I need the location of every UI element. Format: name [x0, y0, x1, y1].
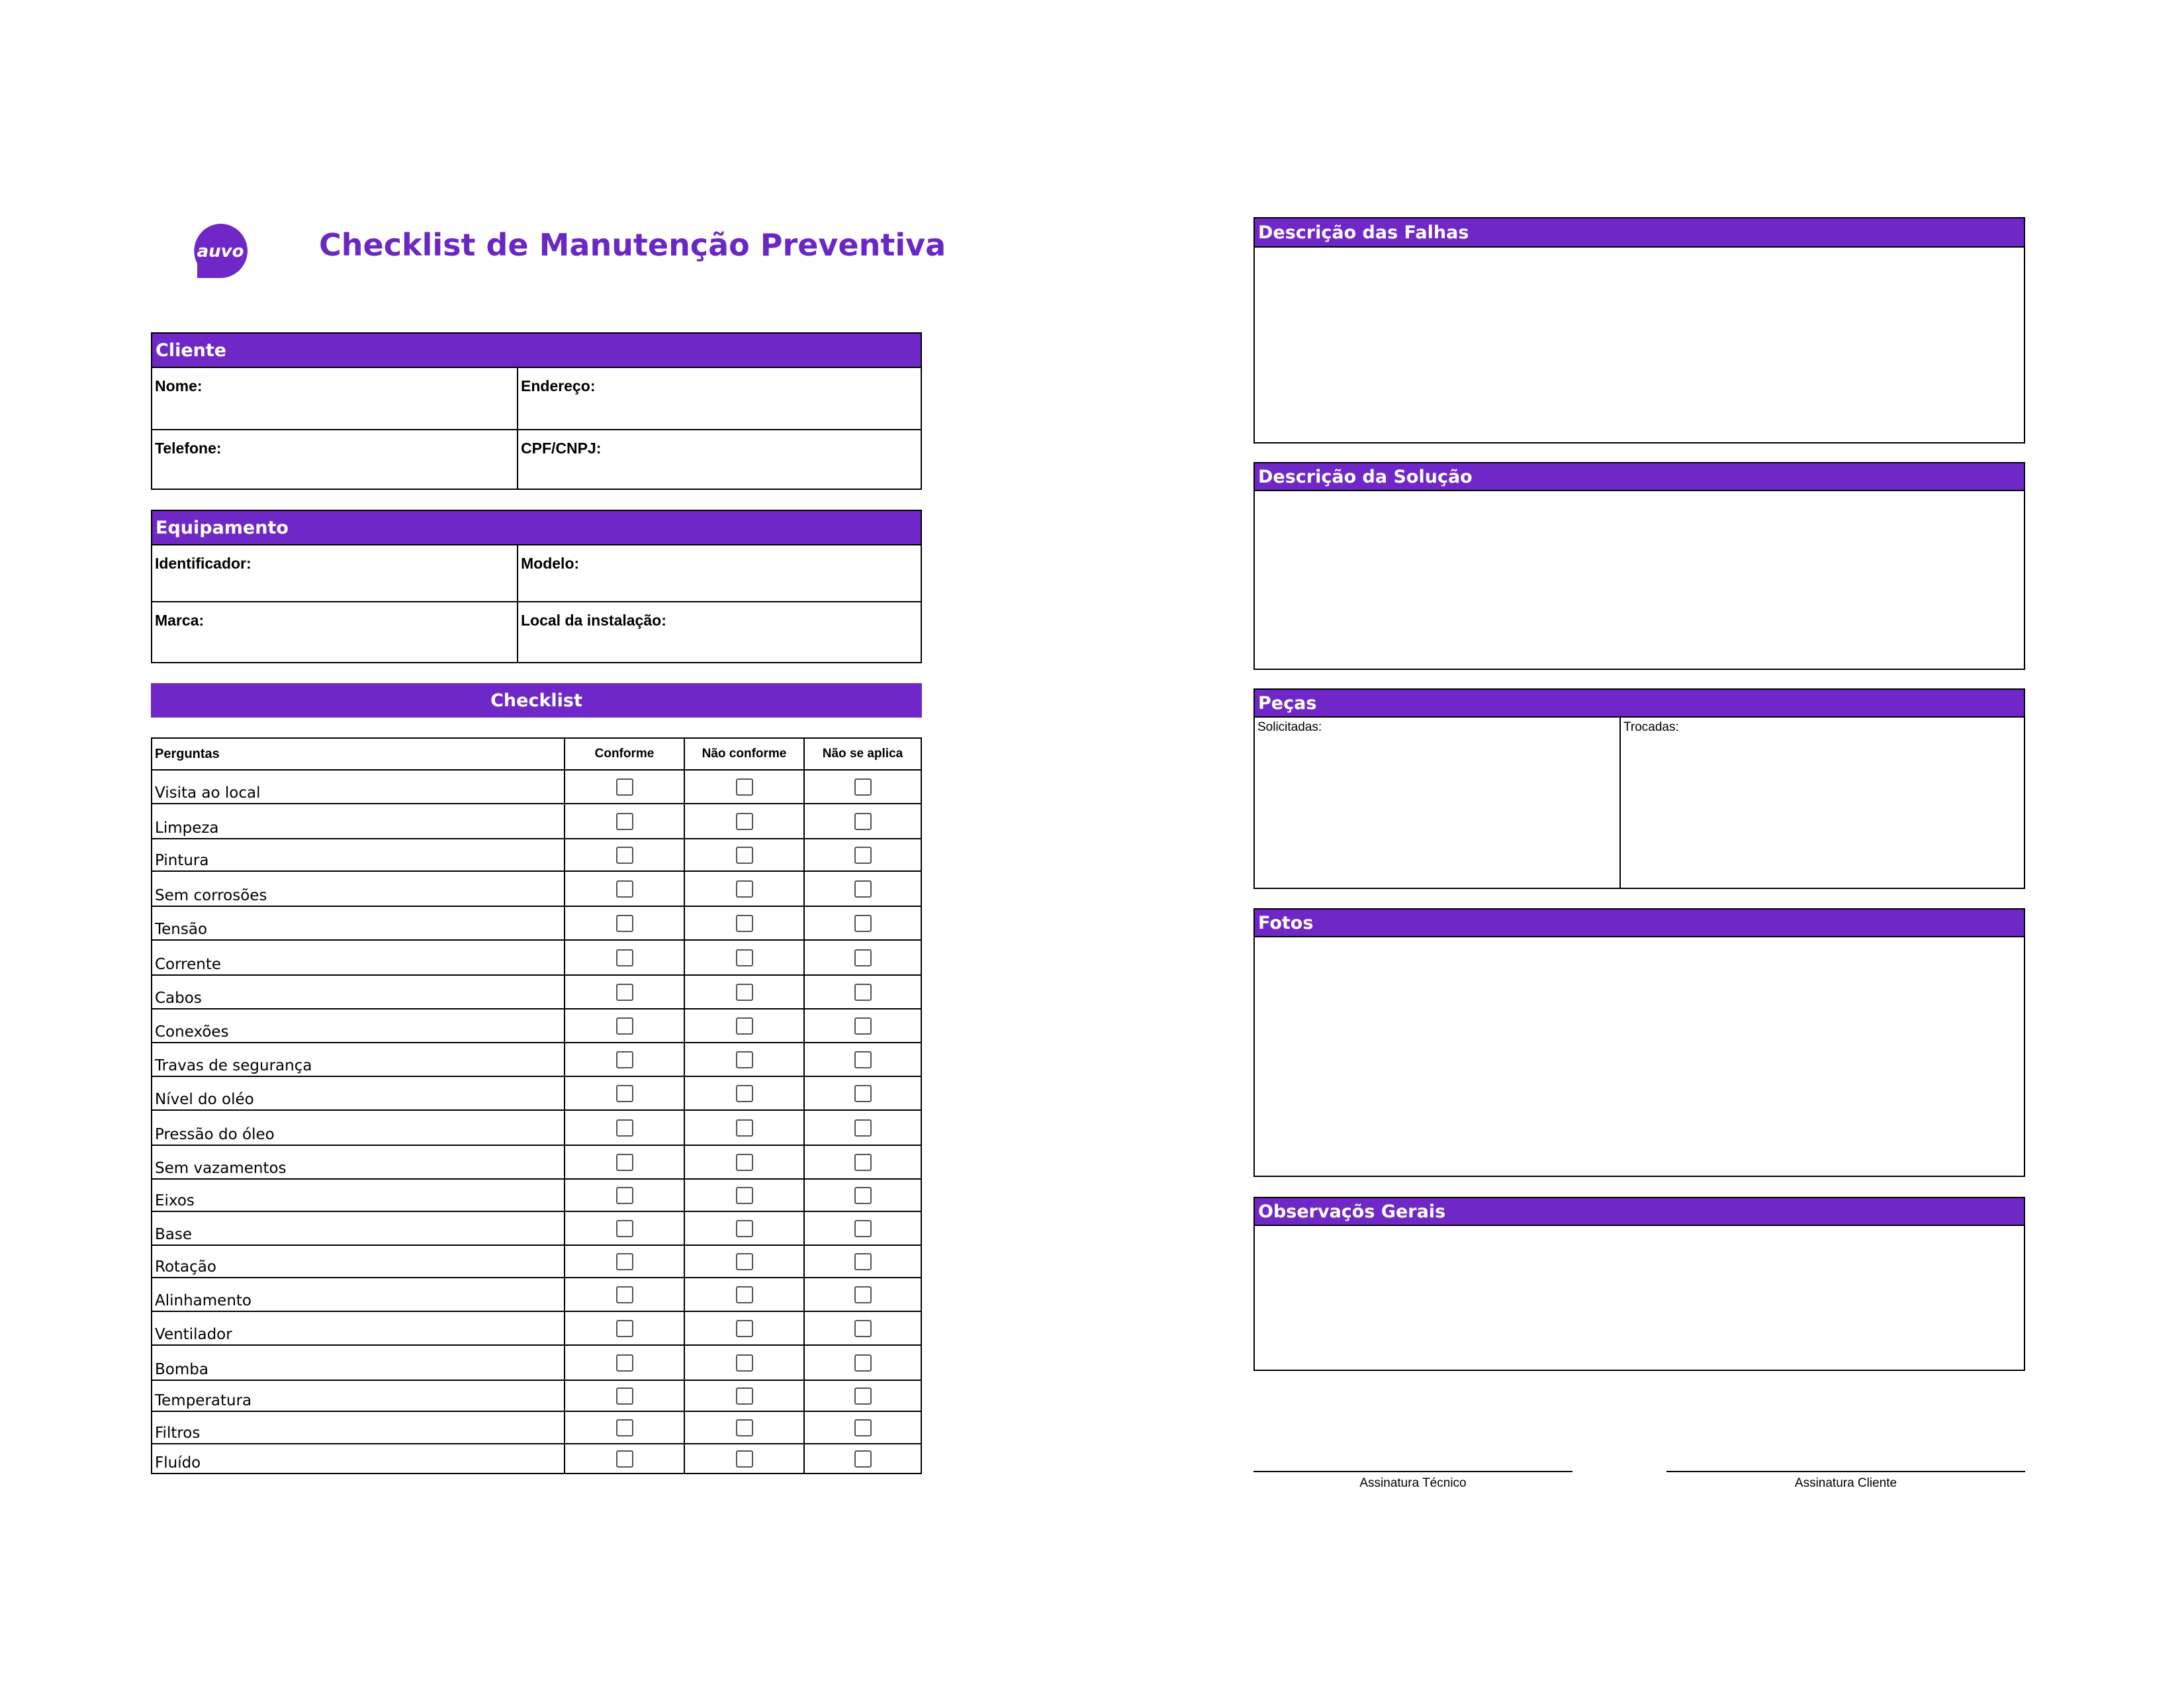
checklist-question: Bomba	[152, 1346, 565, 1380]
checkbox-cell-nao-conforme	[685, 941, 805, 974]
checklist-row	[152, 1412, 921, 1444]
checkbox-cell-nao-conforme	[685, 839, 805, 870]
checklist-row	[152, 1312, 921, 1346]
checkbox-cell-nao-conforme	[685, 1146, 805, 1178]
checkbox-nao-se-aplica[interactable]	[854, 1286, 872, 1303]
field-local-instalacao[interactable]: Local da instalação:	[521, 612, 666, 629]
assinatura-tecnico-label: Assinatura Técnico	[1359, 1476, 1467, 1490]
checkbox-nao-conforme[interactable]	[736, 1354, 753, 1372]
checkbox-nao-conforme[interactable]	[736, 847, 753, 864]
solucao-textarea[interactable]	[1255, 491, 2024, 669]
checklist-row	[152, 1381, 921, 1412]
checkbox-nao-se-aplica[interactable]	[854, 880, 872, 898]
checkbox-nao-se-aplica[interactable]	[854, 1220, 872, 1237]
checkbox-nao-conforme[interactable]	[736, 1320, 753, 1337]
cliente-section	[151, 332, 922, 490]
fotos-header: Fotos	[1255, 910, 2024, 937]
checkbox-conforme[interactable]	[616, 1354, 633, 1372]
checkbox-cell-conforme	[565, 1146, 685, 1178]
checklist-row	[152, 804, 921, 839]
checklist-question: Filtros	[152, 1412, 565, 1443]
checklist-question: Fluído	[152, 1444, 565, 1473]
checkbox-cell-nao-conforme	[685, 1212, 805, 1244]
field-endereco[interactable]: Endereço:	[518, 368, 921, 430]
checkbox-cell-conforme	[565, 907, 685, 939]
checkbox-nao-se-aplica[interactable]	[854, 1085, 872, 1102]
column-perguntas: Perguntas	[152, 739, 565, 769]
column-nao-se-aplica: Não se aplica	[822, 747, 903, 761]
checkbox-nao-se-aplica[interactable]	[854, 1017, 872, 1035]
checkbox-conforme[interactable]	[616, 813, 633, 830]
checklist-row	[152, 1180, 921, 1212]
checkbox-cell-conforme	[565, 839, 685, 870]
checklist-question: Cabos	[152, 976, 565, 1008]
assinatura-tecnico-line[interactable]	[1253, 1471, 1572, 1472]
checklist-row	[152, 1212, 921, 1246]
checklist-row	[152, 1346, 921, 1381]
checklist-question: Sem vazamentos	[152, 1146, 565, 1178]
checkbox-nao-se-aplica[interactable]	[854, 847, 872, 864]
checkbox-cell-conforme	[565, 771, 685, 803]
checkbox-nao-se-aplica[interactable]	[854, 1253, 872, 1270]
checkbox-cell-nao-conforme	[685, 1077, 805, 1109]
checkbox-nao-conforme[interactable]	[736, 813, 753, 830]
checkbox-cell-nao-conforme	[685, 976, 805, 1008]
checkbox-cell-conforme	[565, 1278, 685, 1311]
checklist-header-row	[152, 739, 921, 771]
fotos-area[interactable]	[1255, 937, 2024, 1176]
checkbox-cell-nao-conforme	[685, 1412, 805, 1443]
checkbox-conforme[interactable]	[616, 1085, 633, 1102]
checkbox-nao-conforme[interactable]	[736, 1387, 753, 1405]
checkbox-nao-se-aplica[interactable]	[854, 1450, 872, 1468]
field-telefone[interactable]: Telefone:	[152, 430, 518, 489]
checkbox-conforme[interactable]	[616, 1450, 633, 1468]
checklist-table	[151, 737, 922, 1474]
checklist-question: Base	[152, 1212, 565, 1244]
checklist-question: Alinhamento	[152, 1278, 565, 1311]
checkbox-conforme[interactable]	[616, 847, 633, 864]
field-nome[interactable]: Nome:	[152, 368, 518, 430]
svg-text:auvo: auvo	[197, 242, 244, 261]
field-identificador[interactable]: Identificador:	[152, 545, 518, 602]
checklist-row	[152, 976, 921, 1009]
equipamento-header: Equipamento	[152, 511, 921, 545]
checkbox-conforme[interactable]	[616, 1220, 633, 1237]
checkbox-cell-nao-se-aplica	[805, 1412, 921, 1443]
checkbox-cell-conforme	[565, 804, 685, 838]
checkbox-nao-conforme[interactable]	[736, 1051, 753, 1068]
checkbox-cell-nao-se-aplica	[805, 1146, 921, 1178]
falhas-header: Descrição das Falhas	[1255, 218, 2024, 248]
checkbox-conforme[interactable]	[616, 1017, 633, 1035]
checkbox-cell-nao-se-aplica	[805, 1111, 921, 1145]
checklist-row	[152, 1043, 921, 1077]
checkbox-conforme[interactable]	[616, 1387, 633, 1405]
checkbox-cell-nao-se-aplica	[805, 1444, 921, 1473]
checkbox-cell-conforme	[565, 1111, 685, 1145]
checkbox-conforme[interactable]	[616, 915, 633, 932]
checklist-question: Conexões	[152, 1009, 565, 1042]
checkbox-nao-conforme[interactable]	[736, 984, 753, 1001]
checkbox-cell-conforme	[565, 1312, 685, 1344]
checklist-row	[152, 1146, 921, 1180]
field-cpf-cnpj[interactable]: CPF/CNPJ:	[521, 440, 602, 457]
equipamento-section	[151, 510, 922, 663]
checklist-row	[152, 771, 921, 804]
checklist-row	[152, 839, 921, 872]
checkbox-cell-nao-se-aplica	[805, 1212, 921, 1244]
checkbox-nao-se-aplica[interactable]	[854, 1154, 872, 1171]
checkbox-cell-nao-se-aplica	[805, 1346, 921, 1380]
checklist-row	[152, 1009, 921, 1043]
checklist-question: Limpeza	[152, 804, 565, 838]
checkbox-cell-nao-se-aplica	[805, 1043, 921, 1076]
checklist-question: Corrente	[152, 941, 565, 974]
assinatura-cliente-label: Assinatura Cliente	[1794, 1476, 1897, 1490]
checkbox-nao-conforme[interactable]	[736, 915, 753, 932]
checkbox-nao-se-aplica[interactable]	[854, 1320, 872, 1337]
checkbox-cell-nao-se-aplica	[805, 1009, 921, 1042]
checklist-question: Rotação	[152, 1246, 565, 1277]
checkbox-conforme[interactable]	[616, 984, 633, 1001]
assinatura-cliente-line[interactable]	[1666, 1471, 2025, 1472]
checkbox-nao-conforme[interactable]	[736, 1220, 753, 1237]
checkbox-cell-nao-conforme	[685, 1111, 805, 1145]
checkbox-conforme[interactable]	[616, 1154, 633, 1171]
checklist-question: Visita ao local	[152, 771, 565, 803]
checkbox-conforme[interactable]	[616, 949, 633, 966]
checklist-question: Temperatura	[152, 1381, 565, 1411]
checkbox-nao-se-aplica[interactable]	[854, 1387, 872, 1405]
checkbox-cell-nao-conforme	[685, 1043, 805, 1076]
checkbox-nao-conforme[interactable]	[736, 1085, 753, 1102]
checkbox-cell-nao-se-aplica	[805, 1077, 921, 1109]
checkbox-nao-conforme[interactable]	[736, 1119, 753, 1137]
checkbox-cell-conforme	[565, 976, 685, 1008]
checkbox-cell-conforme	[565, 1381, 685, 1411]
checkbox-nao-conforme[interactable]	[736, 1017, 753, 1035]
checkbox-cell-nao-se-aplica	[805, 839, 921, 870]
solucao-section	[1253, 462, 2025, 670]
checklist-question: Ventilador	[152, 1312, 565, 1344]
document-title: Checklist de Manutenção Preventiva	[319, 227, 946, 263]
checkbox-cell-conforme	[565, 1009, 685, 1042]
checkbox-nao-se-aplica[interactable]	[854, 915, 872, 932]
cliente-header: Cliente	[152, 334, 921, 368]
checkbox-cell-conforme	[565, 1043, 685, 1076]
observacoes-textarea[interactable]	[1255, 1226, 2024, 1370]
checklist-row	[152, 1111, 921, 1146]
checkbox-nao-conforme[interactable]	[736, 1154, 753, 1171]
checklist-row	[152, 1246, 921, 1278]
checkbox-nao-conforme[interactable]	[736, 1419, 753, 1436]
checklist-row	[152, 1444, 921, 1473]
checkbox-nao-conforme[interactable]	[736, 1187, 753, 1204]
checkbox-cell-conforme	[565, 1346, 685, 1380]
checkbox-cell-nao-se-aplica	[805, 1180, 921, 1211]
checkbox-cell-conforme	[565, 1180, 685, 1211]
pecas-solicitadas-field[interactable]: Solicitadas:	[1255, 718, 1621, 888]
checkbox-nao-se-aplica[interactable]	[854, 1119, 872, 1137]
checkbox-cell-nao-conforme	[685, 1278, 805, 1311]
fotos-section	[1253, 908, 2025, 1177]
checkbox-cell-nao-conforme	[685, 872, 805, 906]
solucao-header: Descrição da Solução	[1255, 463, 2024, 491]
field-modelo[interactable]: Modelo:	[518, 545, 921, 602]
checkbox-conforme[interactable]	[616, 1286, 633, 1303]
checkbox-cell-nao-se-aplica	[805, 872, 921, 906]
checkbox-cell-nao-conforme	[685, 1246, 805, 1277]
column-nao-conforme: Não conforme	[685, 739, 805, 769]
checkbox-nao-se-aplica[interactable]	[854, 949, 872, 966]
checkbox-nao-conforme[interactable]	[736, 1450, 753, 1468]
checkbox-cell-nao-conforme	[685, 1444, 805, 1473]
checkbox-cell-nao-se-aplica	[805, 976, 921, 1008]
field-marca[interactable]: Marca:	[152, 602, 518, 662]
checkbox-cell-nao-se-aplica	[805, 1312, 921, 1344]
checkbox-cell-conforme	[565, 1246, 685, 1277]
checkbox-cell-conforme	[565, 941, 685, 974]
observacoes-header: Observaçõs Gerais	[1255, 1198, 2024, 1226]
checkbox-cell-nao-conforme	[685, 1312, 805, 1344]
checkbox-nao-conforme[interactable]	[736, 1253, 753, 1270]
checklist-row	[152, 872, 921, 907]
checklist-question: Travas de segurança	[152, 1043, 565, 1076]
falhas-textarea[interactable]	[1255, 248, 2024, 442]
checkbox-cell-nao-conforme	[685, 804, 805, 838]
checkbox-conforme[interactable]	[616, 1320, 633, 1337]
checkbox-cell-nao-se-aplica	[805, 1381, 921, 1411]
checklist-question: Pressão do óleo	[152, 1111, 565, 1145]
checkbox-nao-se-aplica[interactable]	[854, 1419, 872, 1436]
checklist-row	[152, 1278, 921, 1312]
checkbox-nao-se-aplica[interactable]	[854, 984, 872, 1001]
checkbox-conforme[interactable]	[616, 1253, 633, 1270]
checkbox-cell-nao-se-aplica	[805, 907, 921, 939]
column-conforme: Conforme	[565, 739, 685, 769]
checklist-row	[152, 941, 921, 976]
checkbox-cell-conforme	[565, 1412, 685, 1443]
checkbox-nao-se-aplica[interactable]	[854, 1354, 872, 1372]
auvo-logo	[192, 222, 249, 279]
checkbox-nao-conforme[interactable]	[736, 880, 753, 898]
checkbox-nao-se-aplica[interactable]	[854, 1051, 872, 1068]
checkbox-nao-conforme[interactable]	[736, 1286, 753, 1303]
checklist-row	[152, 907, 921, 941]
checkbox-conforme[interactable]	[616, 880, 633, 898]
checklist-question: Nível do oléo	[152, 1077, 565, 1109]
checkbox-cell-nao-conforme	[685, 907, 805, 939]
checkbox-cell-nao-conforme	[685, 1381, 805, 1411]
checkbox-conforme[interactable]	[616, 1187, 633, 1204]
checkbox-nao-se-aplica[interactable]	[854, 778, 872, 796]
checklist-question: Pintura	[152, 839, 565, 870]
pecas-section	[1253, 688, 2025, 889]
observacoes-section	[1253, 1197, 2025, 1371]
checkbox-conforme[interactable]	[616, 1051, 633, 1068]
checkbox-cell-nao-se-aplica	[805, 771, 921, 803]
checkbox-conforme[interactable]	[616, 1119, 633, 1137]
checkbox-cell-conforme	[565, 1444, 685, 1473]
checklist-question: Eixos	[152, 1180, 565, 1211]
checklist-header: Checklist	[151, 683, 922, 718]
pecas-trocadas-field[interactable]: Trocadas:	[1623, 720, 1679, 734]
checkbox-cell-nao-conforme	[685, 1180, 805, 1211]
checkbox-cell-conforme	[565, 1212, 685, 1244]
checkbox-cell-conforme	[565, 1077, 685, 1109]
checklist-question: Sem corrosões	[152, 872, 565, 906]
checkbox-conforme[interactable]	[616, 1419, 633, 1436]
checkbox-cell-nao-se-aplica	[805, 1278, 921, 1311]
checkbox-conforme[interactable]	[616, 778, 633, 796]
falhas-section	[1253, 217, 2025, 444]
checkbox-cell-nao-conforme	[685, 1009, 805, 1042]
checkbox-cell-nao-se-aplica	[805, 1246, 921, 1277]
checklist-row	[152, 1077, 921, 1111]
checklist-question: Tensão	[152, 907, 565, 939]
checkbox-nao-se-aplica[interactable]	[854, 1187, 872, 1204]
checkbox-nao-conforme[interactable]	[736, 949, 753, 966]
checkbox-cell-nao-conforme	[685, 771, 805, 803]
checkbox-cell-nao-se-aplica	[805, 804, 921, 838]
checkbox-cell-nao-se-aplica	[805, 941, 921, 974]
checkbox-nao-conforme[interactable]	[736, 778, 753, 796]
checkbox-cell-nao-conforme	[685, 1346, 805, 1380]
checkbox-nao-se-aplica[interactable]	[854, 813, 872, 830]
pecas-header: Peças	[1255, 690, 2024, 718]
checkbox-cell-conforme	[565, 872, 685, 906]
